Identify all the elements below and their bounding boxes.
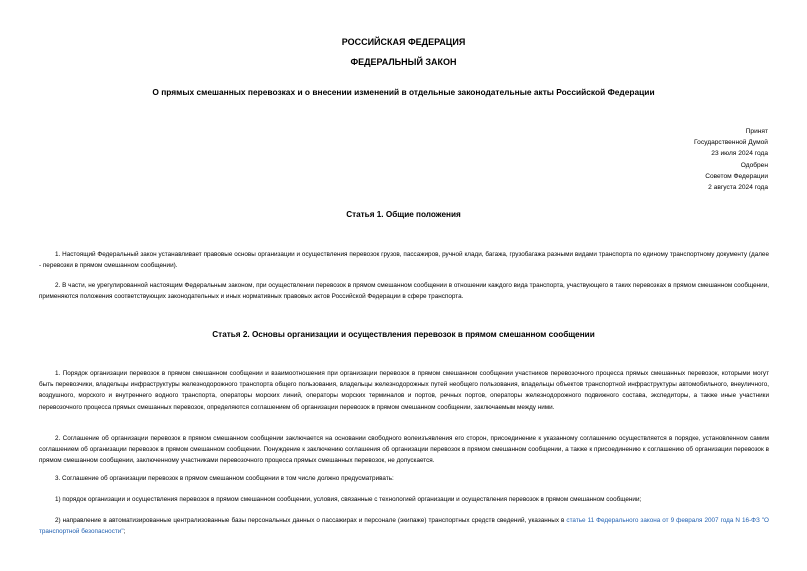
adoption-line: Государственной Думой — [694, 139, 768, 147]
article-2-paragraph-2: 2. Соглашение об организации перевозок в прямом смешанном сообщении заключается на основании свободного волеизъявления его сторон, присоединение к указанному соглашению осуществляется в порядке, установленном самим соглашением об организации перевозок в прямом смешанном сообщении. Понуждение к заключению соглашения об организации перевозок в прямом смешанном сообщении, а также к присоединению к соглашению об организации перевозок в прямом смешанном сообщении, заключенному участниками перевозочного процесса прямых смешанных перевозок, не допускается. — [39, 435, 769, 465]
article-2-paragraph-4: 1) порядок организации и осуществления перевозок в прямом смешанном сообщении, условия, связанные с технологией организации и осуществления перевозок в прямом смешанном сообщении; — [55, 496, 642, 503]
country-heading: РОССИЙСКАЯ ФЕДЕРАЦИЯ — [341, 37, 466, 47]
article-2-paragraph-1: 1. Порядок организации перевозок в прямом смешанном сообщении и взаимоотношения при организации перевозок в прямом смешанном сообщении участников перевозочного процесса прямых смешанных перевозок, которыми могут быть перевозчики, владельцы инфраструктуры железнодорожного транспорта общего пользования, владельцы железнодорожных путей необщего пользования, владельцы объектов транспортной инфраструктуры автомобильного, внеуличного, воздушного, морского и внутреннего водного транспорта, операторы морских линий, операторы морских терминалов и портов, речных портов, операторы железнодорожного подвижного состава, экспедиторы, а также иные участники перевозочного процесса прямых смешанных перевозок, определяются соглашением об организации перевозок в прямом смешанном сообщении, заключаемым между ними. — [39, 370, 769, 411]
adoption-line: Одобрен — [740, 161, 768, 169]
article-1-heading: Статья 1. Общие положения — [346, 210, 461, 219]
article-1-paragraph-1: 1. Настоящий Федеральный закон устанавливает правовые основы организации и осуществления перевозок грузов, пассажиров, ручной клади, багажа, грузобагажа разными видами транспорта по единому транспортному документу (далее - перевозки в прямом смешанном сообщении). — [39, 251, 769, 270]
law-reference-link[interactable]: статье 11 Федерального закона от 9 февраля 2007 года N 16-ФЗ "О транспортной безопасности" — [39, 517, 769, 536]
paragraph-end: ; — [123, 528, 126, 536]
adoption-line: 23 июля 2024 года — [711, 150, 768, 158]
article-2-paragraph-5 — [39, 515, 769, 537]
adoption-line: Советом Федерации — [705, 172, 768, 180]
adoption-line: 2 августа 2024 года — [708, 184, 768, 192]
adoption-block — [694, 126, 768, 193]
law-title: О прямых смешанных перевозках и о внесении изменений в отдельные законодательные акты Российской Федерации — [152, 87, 655, 97]
paragraph-text: 2) направление в автоматизированные централизованные базы персональных данных о пассажирах и персонале (экипаже) транспортных средств сведений, указанных в — [55, 517, 567, 524]
article-1-paragraph-2: 2. В части, не урегулированной настоящим Федеральным законом, при осуществлении перевозок в прямом смешанном сообщении в отношении каждого вида транспорта, участвующего в таких перевозках в прямом смешанном сообщении, применяются положения соответствующих законодательных и иных нормативных правовых актов Российской Федерации в сфере транспорта. — [39, 282, 769, 301]
article-2-paragraph-3: 3. Соглашение об организации перевозок в прямом смешанном сообщении в том числе должно предусматривать: — [55, 475, 394, 482]
adoption-line: Принят — [745, 128, 768, 135]
law-type-heading: ФЕДЕРАЛЬНЫЙ ЗАКОН — [350, 57, 457, 67]
article-2-heading: Статья 2. Основы организации и осуществления перевозок в прямом смешанном сообщении — [212, 330, 595, 339]
